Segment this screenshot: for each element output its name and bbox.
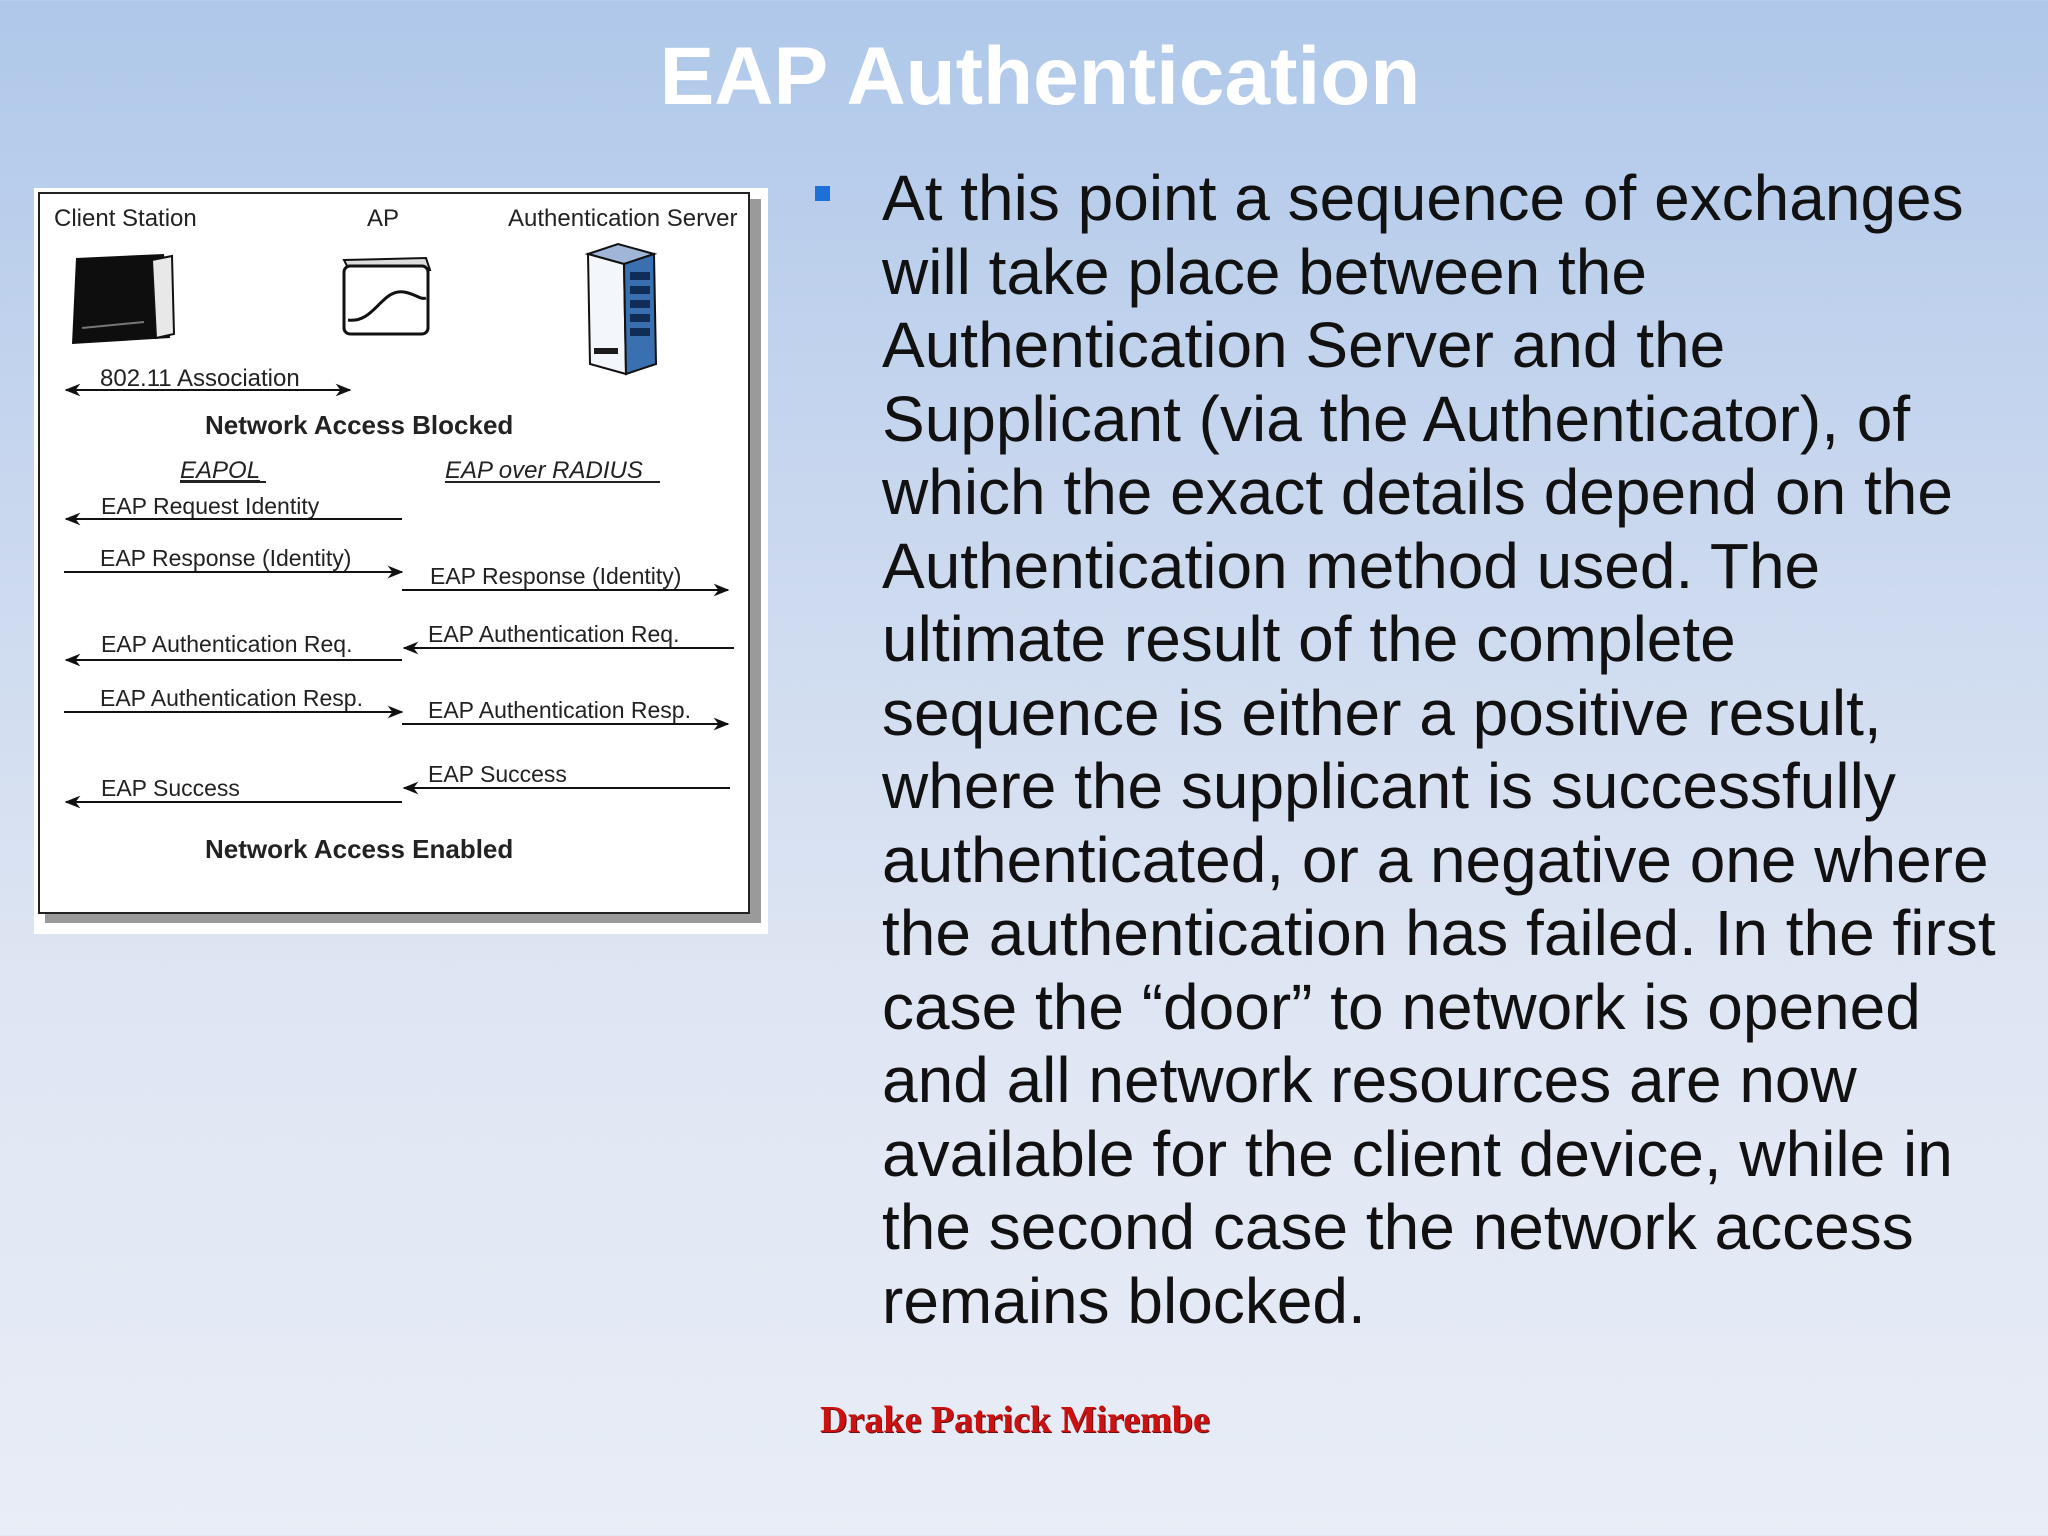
msg-auth-resp-left: EAP Authentication Resp. bbox=[100, 685, 363, 711]
eap-over-radius-header: EAP over RADIUS bbox=[445, 457, 643, 484]
network-access-enabled: Network Access Enabled bbox=[205, 834, 514, 864]
msg-request-identity: EAP Request Identity bbox=[101, 493, 320, 519]
client-station-label: Client Station bbox=[54, 205, 197, 232]
eapol-header: EAPOL bbox=[180, 457, 261, 484]
auth-server-label: Authentication Server bbox=[508, 205, 738, 232]
network-access-blocked: Network Access Blocked bbox=[205, 410, 514, 440]
ap-label: AP bbox=[367, 205, 400, 232]
msg-auth-req-right: EAP Authentication Req. bbox=[428, 621, 680, 647]
msg-auth-resp-right: EAP Authentication Resp. bbox=[428, 697, 691, 723]
diagram-canvas bbox=[34, 188, 768, 934]
laptop-icon bbox=[72, 254, 174, 344]
association-label: 802.11 Association bbox=[100, 365, 300, 392]
msg-success-left: EAP Success bbox=[101, 775, 240, 801]
slide-body-text: At this point a sequence of exchanges will take place between the Authentication Server and the Supplicant (via the Authenticator), of which the exact details depend on the Authentication method used. The ultimate result of the complete sequence is either a positive result, where the supplicant is successfully authenticated, or a negative one where the authentication has failed. In the first case the “door” to network is opened and all network resources are now available for the client device, while in the second case the network access remains blocked. bbox=[882, 162, 1996, 1337]
msg-auth-req-left: EAP Authentication Req. bbox=[101, 631, 353, 657]
msg-success-right: EAP Success bbox=[428, 761, 567, 787]
bullet-square-icon bbox=[815, 186, 830, 201]
author-footer: Drake Patrick Mirembe bbox=[820, 1399, 1210, 1441]
slide-title: EAP Authentication bbox=[659, 31, 1421, 122]
access-point-icon bbox=[344, 258, 430, 334]
eap-sequence-diagram bbox=[34, 188, 768, 934]
msg-response-identity-right: EAP Response (Identity) bbox=[430, 563, 682, 589]
msg-response-identity-left: EAP Response (Identity) bbox=[100, 545, 352, 571]
server-icon bbox=[588, 244, 656, 374]
